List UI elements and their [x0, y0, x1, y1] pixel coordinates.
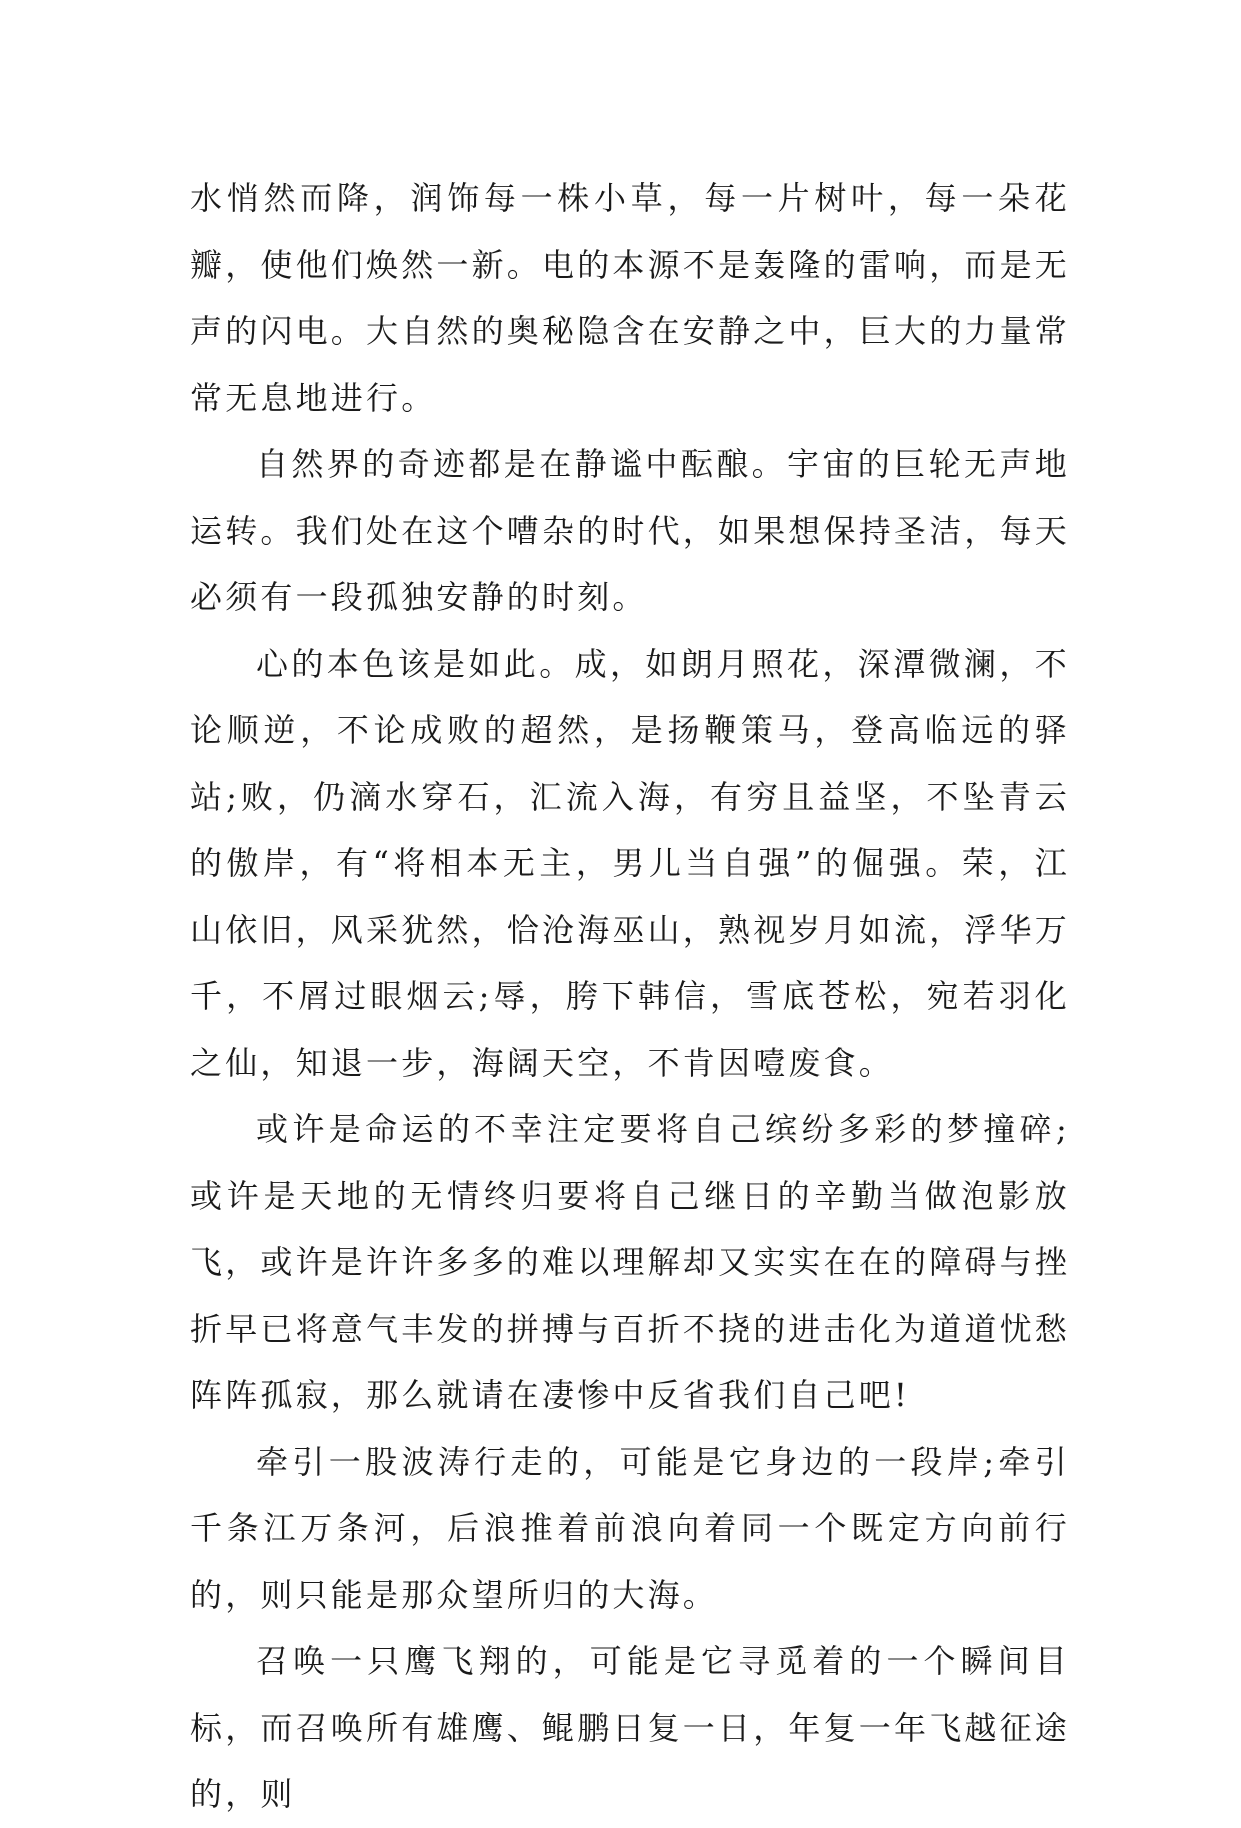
paragraph-6: 召唤一只鹰飞翔的，可能是它寻觅着的一个瞬间目标，而召唤所有雄鹰、鲲鹏日复一日，年复一年飞越征途的，则 — [190, 1642, 1071, 1813]
paragraph-1: 水悄然而降，润饰每一株小草，每一片树叶，每一朵花瓣，使他们焕然一新。电的本源不是轰隆的雷响，而是无声的闪电。大自然的奥秘隐含在安静之中，巨大的力量常常无息地进行。 — [190, 179, 1071, 417]
paragraph-5: 牵引一股波涛行走的，可能是它身边的一段岸;牵引千条江万条河，后浪推着前浪向着同一个既定方向前行的，则只能是那众望所归的大海。 — [190, 1442, 1070, 1614]
paragraph-2: 自然界的奇迹都是在静谧中酝酿。宇宙的巨轮无声地运转。我们处在这个嘈杂的时代，如果想保持圣洁，每天必须有一段孤独安静的时刻。 — [190, 445, 1071, 616]
paragraph-4: 或许是命运的不幸注定要将自己缤纷多彩的梦撞碎;或许是天地的无情终归要将自己继日的辛勤当做泡影放飞，或许是许许多多的难以理解却又实实在在的障碍与挫折早已将意气丰发的拼搏与百折不挠的进击化为道道忧愁阵阵孤寂，那么就请在凄惨中反省我们自己吧! — [190, 1110, 1071, 1414]
paragraph-3: 心的本色该是如此。成，如朗月照花，深潭微澜，不论顺逆，不论成败的超然，是扬鞭策马，登高临远的驿站;败，仍滴水穿石，汇流入海，有穷且益坚，不坠青云的傲岸，有“将相本无主，男儿当自强”的倔强。荣，江山依旧，风采犹然，恰沧海巫山，熟视岁月如流，浮华万千，不屑过眼烟云;辱，胯下韩信，雪底苍松，宛若羽化之仙，知退一步，海阔天空，不肯因噎废食。 — [190, 644, 1071, 1082]
body-text — [190, 165, 1070, 1828]
